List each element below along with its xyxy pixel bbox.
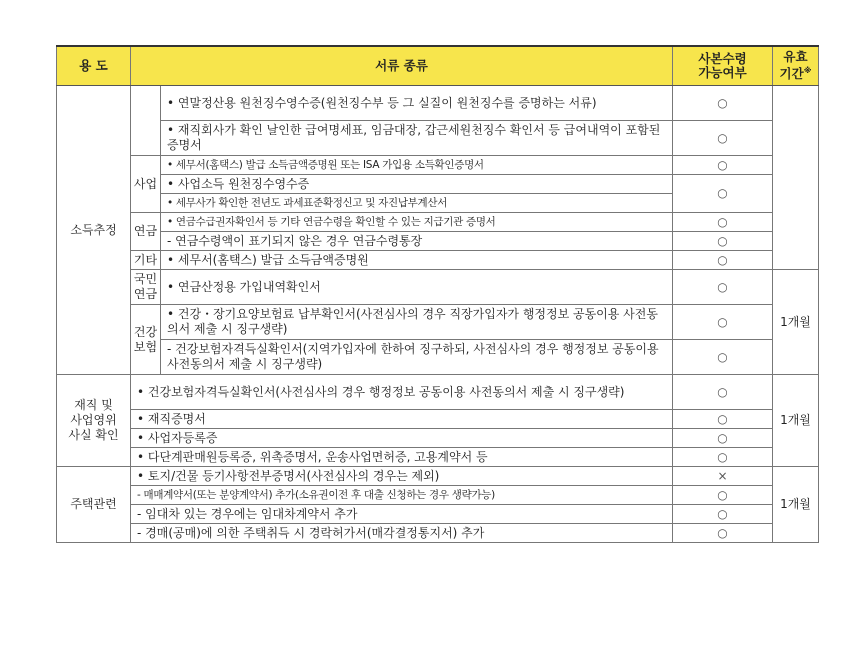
copy-flag: ○ <box>673 524 773 543</box>
table-row <box>57 524 819 543</box>
header-copy-line1: 사본수령 <box>698 51 747 66</box>
table-row <box>57 156 819 175</box>
copy-flag: × <box>673 467 773 486</box>
doc-text: • 사업소득 원천징수영수증 <box>161 175 673 194</box>
table-row <box>57 340 819 375</box>
doc-text: • 연금수급권자확인서 등 기타 연금수령을 확인할 수 있는 지급기관 증명서 <box>161 213 673 232</box>
period-employment: 1개월 <box>773 375 819 467</box>
doc-text: • 토지/건물 등기사항전부증명서(사전심사의 경우는 제외) <box>131 467 673 486</box>
sub-pension: 연금 <box>131 213 161 251</box>
employment-line1: 재직 및 <box>74 398 113 412</box>
doc-text: • 사업자등록증 <box>131 429 673 448</box>
table-row <box>57 86 819 121</box>
copy-flag: ○ <box>673 175 773 213</box>
copy-flag: ○ <box>673 340 773 375</box>
copy-flag: ○ <box>673 486 773 505</box>
copy-flag: ○ <box>673 251 773 270</box>
doc-text: • 다단계판매원등록증, 위촉증명서, 운송사업면허증, 고용계약서 등 <box>131 448 673 467</box>
period-income: 1개월 <box>773 270 819 375</box>
table-row <box>57 232 819 251</box>
header-period-mark: ※ <box>803 66 812 76</box>
period-housing: 1개월 <box>773 467 819 543</box>
sub-health-line2: 보험 <box>133 339 158 354</box>
copy-flag: ○ <box>673 505 773 524</box>
sub-salary <box>131 86 161 156</box>
table-row <box>57 448 819 467</box>
doc-text: • 건강・장기요양보험료 납부확인서(사전심사의 경우 직장가입자가 행정정보 공동이용 사전동의서 제출 시 징구생략) <box>161 305 673 340</box>
header-copy-line2: 가능여부 <box>698 65 747 80</box>
sub-national-pension <box>131 270 161 305</box>
sub-national-line2: 연금 <box>133 287 158 301</box>
table-row <box>57 410 819 429</box>
table-row <box>57 270 819 305</box>
table-row <box>57 213 819 232</box>
header-period-line2: 기간 <box>779 66 804 82</box>
doc-text: - 연금수령액이 표기되지 않은 경우 연금수령통장 <box>161 232 673 251</box>
copy-flag: ○ <box>673 305 773 340</box>
header-purpose: 용 도 <box>57 46 131 86</box>
doc-text: • 세무서(홈택스) 발급 소득금액증명원 또는 ISA 가입용 소득확인증명서 <box>161 156 673 175</box>
employment-line3: 사실 확인 <box>68 428 119 442</box>
sub-health-line1: 건강 <box>133 324 158 339</box>
table-row <box>57 505 819 524</box>
doc-text: - 임대차 있는 경우에는 임대차계약서 추가 <box>131 505 673 524</box>
sub-national-line1: 국민 <box>133 272 158 286</box>
table-row <box>57 251 819 270</box>
copy-flag: ○ <box>673 270 773 305</box>
doc-text: • 재직증명서 <box>131 410 673 429</box>
table-row <box>57 305 819 340</box>
copy-flag: ○ <box>673 121 773 156</box>
table-row <box>57 375 819 410</box>
table-row <box>57 121 819 156</box>
doc-text: • 재직회사가 확인 날인한 급여명세표, 임금대장, 갑근세원천징수 확인서 등 급여내역이 포함된 증명서 <box>161 121 673 156</box>
header-validity <box>773 46 819 86</box>
table-row <box>57 486 819 505</box>
period-empty <box>773 86 819 270</box>
copy-flag: ○ <box>673 429 773 448</box>
copy-flag: ○ <box>673 448 773 467</box>
copy-flag: ○ <box>673 86 773 121</box>
doc-text: - 매매계약서(또는 분양계약서) 추가(소유권이전 후 대출 신청하는 경우 생략가능) <box>131 486 673 505</box>
doc-text: • 세무서(홈택스) 발급 소득금액증명원 <box>161 251 673 270</box>
doc-text: • 연말정산용 원천징수영수증(원천징수부 등 그 실질이 원천징수를 증명하는 서류) <box>161 86 673 121</box>
table-row <box>57 175 819 194</box>
header-copy-allowed <box>673 46 773 86</box>
copy-flag: ○ <box>673 375 773 410</box>
doc-text: - 경매(공매)에 의한 주택취득 시 경락허가서(매각결정통지서) 추가 <box>131 524 673 543</box>
header-row <box>57 46 819 86</box>
doc-text: • 연금산정용 가입내역확인서 <box>161 270 673 305</box>
sub-business: 사업 <box>131 156 161 213</box>
category-employment <box>57 375 131 467</box>
header-doc-type: 서류 종류 <box>131 46 673 86</box>
doc-text: • 세무사가 확인한 전년도 과세표준확정신고 및 자진납부계산서 <box>161 194 673 213</box>
doc-text: • 건강보험자격득실확인서(사전심사의 경우 행정정보 공동이용 사전동의서 제출 시 징구생략) <box>131 375 673 410</box>
copy-flag: ○ <box>673 156 773 175</box>
header-period-line1: 유효 <box>783 49 808 65</box>
copy-flag: ○ <box>673 213 773 232</box>
copy-flag: ○ <box>673 410 773 429</box>
sub-other: 기타 <box>131 251 161 270</box>
table-row <box>57 429 819 448</box>
employment-line2: 사업영위 <box>70 413 117 427</box>
sub-health-insurance <box>131 305 161 375</box>
doc-text: - 건강보험자격득실확인서(지역가입자에 한하여 징구하되, 사전심사의 경우 행정정보 공동이용 사전동의서 제출 시 징구생략) <box>161 340 673 375</box>
category-housing: 주택관련 <box>57 467 131 543</box>
table-row <box>57 467 819 486</box>
category-income: 소득추정 <box>57 86 131 375</box>
copy-flag: ○ <box>673 232 773 251</box>
document-table <box>56 45 819 543</box>
